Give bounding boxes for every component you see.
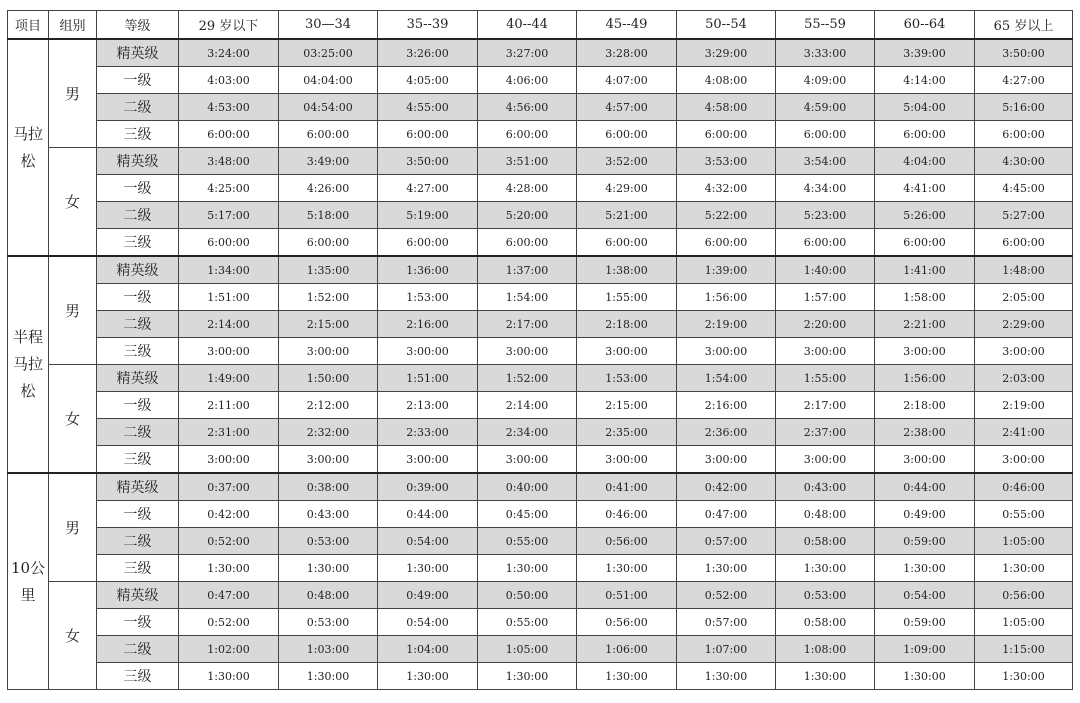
project-cell: 10公里: [8, 473, 49, 690]
time-cell: 0:43:00: [776, 473, 875, 501]
time-cell: 0:56:00: [577, 528, 677, 555]
project-cell: 半程马拉松: [8, 256, 49, 473]
time-cell: 03:25:00: [279, 39, 378, 67]
time-cell: 6:00:00: [875, 121, 975, 148]
time-cell: 5:21:00: [577, 202, 677, 229]
header-age-band: 60--64: [875, 11, 975, 40]
time-cell: 6:00:00: [776, 121, 875, 148]
time-cell: 2:41:00: [975, 419, 1073, 446]
grading-standards-table: [7, 10, 1073, 690]
time-cell: 0:48:00: [776, 501, 875, 528]
table-row: [8, 473, 1073, 501]
table-row: [8, 256, 1073, 284]
time-cell: 1:08:00: [776, 636, 875, 663]
time-cell: 1:07:00: [677, 636, 776, 663]
time-cell: 1:41:00: [875, 256, 975, 284]
time-cell: 0:39:00: [378, 473, 478, 501]
time-cell: 2:29:00: [975, 311, 1073, 338]
time-cell: 3:26:00: [378, 39, 478, 67]
time-cell: 1:30:00: [478, 663, 577, 690]
level-cell: 精英级: [97, 582, 179, 609]
time-cell: 4:26:00: [279, 175, 378, 202]
time-cell: 0:37:00: [179, 473, 279, 501]
time-cell: 2:38:00: [875, 419, 975, 446]
time-cell: 1:05:00: [478, 636, 577, 663]
header-project: 项目: [8, 11, 49, 40]
time-cell: 5:17:00: [179, 202, 279, 229]
time-cell: 1:09:00: [875, 636, 975, 663]
time-cell: 1:37:00: [478, 256, 577, 284]
time-cell: 2:31:00: [179, 419, 279, 446]
time-cell: 0:57:00: [677, 609, 776, 636]
time-cell: 4:29:00: [577, 175, 677, 202]
level-cell: 二级: [97, 94, 179, 121]
time-cell: 0:55:00: [478, 528, 577, 555]
time-cell: 1:39:00: [677, 256, 776, 284]
time-cell: 6:00:00: [677, 121, 776, 148]
header-age-band: 50--54: [677, 11, 776, 40]
time-cell: 5:16:00: [975, 94, 1073, 121]
time-cell: 2:34:00: [478, 419, 577, 446]
time-cell: 1:30:00: [776, 555, 875, 582]
time-cell: 0:53:00: [279, 528, 378, 555]
time-cell: 2:16:00: [677, 392, 776, 419]
time-cell: 0:52:00: [179, 528, 279, 555]
level-cell: 三级: [97, 229, 179, 257]
header-age-band: 30—34: [279, 11, 378, 40]
table-row: [8, 392, 1073, 419]
time-cell: 1:04:00: [378, 636, 478, 663]
time-cell: 4:55:00: [378, 94, 478, 121]
time-cell: 0:50:00: [478, 582, 577, 609]
level-cell: 三级: [97, 446, 179, 474]
level-cell: 一级: [97, 67, 179, 94]
time-cell: 5:20:00: [478, 202, 577, 229]
time-cell: 3:00:00: [875, 446, 975, 474]
time-cell: 0:44:00: [875, 473, 975, 501]
time-cell: 2:33:00: [378, 419, 478, 446]
time-cell: 4:34:00: [776, 175, 875, 202]
time-cell: 4:41:00: [875, 175, 975, 202]
time-cell: 2:17:00: [478, 311, 577, 338]
time-cell: 1:36:00: [378, 256, 478, 284]
time-cell: 1:30:00: [975, 663, 1073, 690]
section-body: [8, 39, 1073, 256]
time-cell: 0:49:00: [875, 501, 975, 528]
time-cell: 3:00:00: [478, 338, 577, 365]
time-cell: 6:00:00: [975, 121, 1073, 148]
level-cell: 精英级: [97, 365, 179, 392]
time-cell: 0:59:00: [875, 528, 975, 555]
time-cell: 0:41:00: [577, 473, 677, 501]
time-cell: 4:04:00: [875, 148, 975, 175]
time-cell: 3:00:00: [279, 446, 378, 474]
time-cell: 0:46:00: [975, 473, 1073, 501]
time-cell: 1:30:00: [179, 555, 279, 582]
table-row: [8, 365, 1073, 392]
time-cell: 0:53:00: [776, 582, 875, 609]
time-cell: 2:14:00: [179, 311, 279, 338]
time-cell: 4:25:00: [179, 175, 279, 202]
section-body: [8, 256, 1073, 473]
time-cell: 2:32:00: [279, 419, 378, 446]
time-cell: 1:30:00: [776, 663, 875, 690]
gender-cell: 女: [49, 148, 97, 257]
time-cell: 3:00:00: [179, 446, 279, 474]
time-cell: 6:00:00: [577, 121, 677, 148]
time-cell: 0:54:00: [875, 582, 975, 609]
time-cell: 2:18:00: [577, 311, 677, 338]
time-cell: 2:05:00: [975, 284, 1073, 311]
level-cell: 精英级: [97, 256, 179, 284]
time-cell: 1:53:00: [577, 365, 677, 392]
time-cell: 1:51:00: [378, 365, 478, 392]
time-cell: 0:56:00: [577, 609, 677, 636]
time-cell: 1:49:00: [179, 365, 279, 392]
table-row: [8, 202, 1073, 229]
time-cell: 0:52:00: [677, 582, 776, 609]
header-age-band: 29 岁以下: [179, 11, 279, 40]
table-row: [8, 67, 1073, 94]
time-cell: 2:19:00: [975, 392, 1073, 419]
time-cell: 3:00:00: [975, 446, 1073, 474]
time-cell: 3:00:00: [179, 338, 279, 365]
gender-cell: 男: [49, 39, 97, 148]
time-cell: 3:52:00: [577, 148, 677, 175]
time-cell: 1:30:00: [279, 555, 378, 582]
time-cell: 3:28:00: [577, 39, 677, 67]
header-age-band: 40--44: [478, 11, 577, 40]
time-cell: 4:27:00: [378, 175, 478, 202]
level-cell: 三级: [97, 555, 179, 582]
time-cell: 4:32:00: [677, 175, 776, 202]
time-cell: 2:03:00: [975, 365, 1073, 392]
time-cell: 2:17:00: [776, 392, 875, 419]
time-cell: 3:00:00: [577, 338, 677, 365]
time-cell: 0:55:00: [478, 609, 577, 636]
time-cell: 3:00:00: [677, 446, 776, 474]
time-cell: 3:50:00: [975, 39, 1073, 67]
level-cell: 二级: [97, 419, 179, 446]
time-cell: 3:00:00: [378, 446, 478, 474]
time-cell: 3:48:00: [179, 148, 279, 175]
level-cell: 一级: [97, 284, 179, 311]
time-cell: 5:18:00: [279, 202, 378, 229]
table-row: [8, 582, 1073, 609]
time-cell: 1:55:00: [776, 365, 875, 392]
time-cell: 1:35:00: [279, 256, 378, 284]
time-cell: 1:56:00: [875, 365, 975, 392]
time-cell: 3:27:00: [478, 39, 577, 67]
time-cell: 0:51:00: [577, 582, 677, 609]
table-row: [8, 148, 1073, 175]
time-cell: 2:19:00: [677, 311, 776, 338]
time-cell: 1:30:00: [875, 663, 975, 690]
time-cell: 04:54:00: [279, 94, 378, 121]
time-cell: 0:40:00: [478, 473, 577, 501]
time-cell: 6:00:00: [179, 229, 279, 257]
time-cell: 6:00:00: [478, 121, 577, 148]
time-cell: 0:57:00: [677, 528, 776, 555]
time-cell: 0:46:00: [577, 501, 677, 528]
time-cell: 1:30:00: [279, 663, 378, 690]
time-cell: 4:28:00: [478, 175, 577, 202]
time-cell: 1:40:00: [776, 256, 875, 284]
time-cell: 0:58:00: [776, 528, 875, 555]
time-cell: 3:51:00: [478, 148, 577, 175]
time-cell: 1:54:00: [677, 365, 776, 392]
time-cell: 1:55:00: [577, 284, 677, 311]
time-cell: 4:09:00: [776, 67, 875, 94]
time-cell: 3:50:00: [378, 148, 478, 175]
time-cell: 3:29:00: [677, 39, 776, 67]
time-cell: 1:15:00: [975, 636, 1073, 663]
time-cell: 6:00:00: [577, 229, 677, 257]
time-cell: 4:06:00: [478, 67, 577, 94]
time-cell: 4:07:00: [577, 67, 677, 94]
level-cell: 精英级: [97, 473, 179, 501]
time-cell: 1:30:00: [875, 555, 975, 582]
time-cell: 4:57:00: [577, 94, 677, 121]
time-cell: 1:02:00: [179, 636, 279, 663]
header-age-band: 45--49: [577, 11, 677, 40]
time-cell: 6:00:00: [279, 229, 378, 257]
time-cell: 0:43:00: [279, 501, 378, 528]
time-cell: 2:21:00: [875, 311, 975, 338]
time-cell: 2:35:00: [577, 419, 677, 446]
level-cell: 二级: [97, 528, 179, 555]
time-cell: 3:24:00: [179, 39, 279, 67]
time-cell: 3:49:00: [279, 148, 378, 175]
time-cell: 0:52:00: [179, 609, 279, 636]
time-cell: 2:37:00: [776, 419, 875, 446]
level-cell: 三级: [97, 338, 179, 365]
level-cell: 三级: [97, 663, 179, 690]
header-age-band: 35--39: [378, 11, 478, 40]
time-cell: 0:54:00: [378, 609, 478, 636]
table-row: [8, 501, 1073, 528]
time-cell: 1:05:00: [975, 609, 1073, 636]
time-cell: 3:00:00: [776, 338, 875, 365]
time-cell: 0:59:00: [875, 609, 975, 636]
time-cell: 1:54:00: [478, 284, 577, 311]
table-row: [8, 121, 1073, 148]
gender-cell: 男: [49, 256, 97, 365]
time-cell: 4:03:00: [179, 67, 279, 94]
time-cell: 1:56:00: [677, 284, 776, 311]
table-row: [8, 663, 1073, 690]
table-row: [8, 229, 1073, 257]
time-cell: 1:30:00: [677, 555, 776, 582]
time-cell: 2:20:00: [776, 311, 875, 338]
time-cell: 1:30:00: [378, 555, 478, 582]
time-cell: 3:00:00: [378, 338, 478, 365]
time-cell: 3:00:00: [677, 338, 776, 365]
time-cell: 0:38:00: [279, 473, 378, 501]
time-cell: 4:30:00: [975, 148, 1073, 175]
level-cell: 一级: [97, 392, 179, 419]
time-cell: 3:54:00: [776, 148, 875, 175]
time-cell: 5:04:00: [875, 94, 975, 121]
level-cell: 二级: [97, 311, 179, 338]
table-row: [8, 528, 1073, 555]
time-cell: 1:34:00: [179, 256, 279, 284]
table-row: [8, 39, 1073, 67]
time-cell: 0:42:00: [677, 473, 776, 501]
table-row: [8, 311, 1073, 338]
time-cell: 3:39:00: [875, 39, 975, 67]
gender-cell: 女: [49, 365, 97, 474]
table-row: [8, 555, 1073, 582]
time-cell: 6:00:00: [677, 229, 776, 257]
level-cell: 一级: [97, 501, 179, 528]
table-row: [8, 338, 1073, 365]
time-cell: 3:00:00: [975, 338, 1073, 365]
time-cell: 1:30:00: [378, 663, 478, 690]
time-cell: 4:59:00: [776, 94, 875, 121]
time-cell: 0:45:00: [478, 501, 577, 528]
time-cell: 1:06:00: [577, 636, 677, 663]
time-cell: 1:50:00: [279, 365, 378, 392]
time-cell: 4:27:00: [975, 67, 1073, 94]
time-cell: 0:49:00: [378, 582, 478, 609]
time-cell: 4:05:00: [378, 67, 478, 94]
time-cell: 4:45:00: [975, 175, 1073, 202]
gender-cell: 男: [49, 473, 97, 582]
time-cell: 1:38:00: [577, 256, 677, 284]
time-cell: 6:00:00: [179, 121, 279, 148]
time-cell: 4:56:00: [478, 94, 577, 121]
time-cell: 04:04:00: [279, 67, 378, 94]
time-cell: 5:23:00: [776, 202, 875, 229]
time-cell: 0:42:00: [179, 501, 279, 528]
time-cell: 1:58:00: [875, 284, 975, 311]
header-age-band: 65 岁以上: [975, 11, 1073, 40]
time-cell: 1:03:00: [279, 636, 378, 663]
level-cell: 二级: [97, 202, 179, 229]
time-cell: 1:52:00: [279, 284, 378, 311]
time-cell: 3:00:00: [577, 446, 677, 474]
level-cell: 二级: [97, 636, 179, 663]
time-cell: 0:58:00: [776, 609, 875, 636]
time-cell: 6:00:00: [776, 229, 875, 257]
time-cell: 1:51:00: [179, 284, 279, 311]
time-cell: 2:11:00: [179, 392, 279, 419]
time-cell: 6:00:00: [875, 229, 975, 257]
time-cell: 4:58:00: [677, 94, 776, 121]
time-cell: 4:14:00: [875, 67, 975, 94]
table-row: [8, 419, 1073, 446]
time-cell: 4:08:00: [677, 67, 776, 94]
time-cell: 2:15:00: [577, 392, 677, 419]
table-row: [8, 175, 1073, 202]
table-row: [8, 94, 1073, 121]
header-group: 组别: [49, 11, 97, 40]
time-cell: 1:30:00: [478, 555, 577, 582]
table-row: [8, 609, 1073, 636]
time-cell: 5:26:00: [875, 202, 975, 229]
header-age-band: 55--59: [776, 11, 875, 40]
section-body: [8, 473, 1073, 690]
time-cell: 4:53:00: [179, 94, 279, 121]
time-cell: 1:52:00: [478, 365, 577, 392]
time-cell: 6:00:00: [975, 229, 1073, 257]
time-cell: 3:00:00: [478, 446, 577, 474]
time-cell: 3:53:00: [677, 148, 776, 175]
time-cell: 3:00:00: [776, 446, 875, 474]
level-cell: 精英级: [97, 148, 179, 175]
time-cell: 0:56:00: [975, 582, 1073, 609]
time-cell: 0:54:00: [378, 528, 478, 555]
time-cell: 1:53:00: [378, 284, 478, 311]
time-cell: 1:05:00: [975, 528, 1073, 555]
time-cell: 1:30:00: [179, 663, 279, 690]
gender-cell: 女: [49, 582, 97, 690]
time-cell: 2:36:00: [677, 419, 776, 446]
time-cell: 1:30:00: [577, 663, 677, 690]
time-cell: 0:55:00: [975, 501, 1073, 528]
time-cell: 3:00:00: [875, 338, 975, 365]
time-cell: 5:22:00: [677, 202, 776, 229]
time-cell: 1:30:00: [677, 663, 776, 690]
table-row: [8, 446, 1073, 474]
table-row: [8, 284, 1073, 311]
time-cell: 0:47:00: [677, 501, 776, 528]
time-cell: 3:33:00: [776, 39, 875, 67]
level-cell: 一级: [97, 175, 179, 202]
time-cell: 1:48:00: [975, 256, 1073, 284]
time-cell: 6:00:00: [378, 121, 478, 148]
time-cell: 5:19:00: [378, 202, 478, 229]
time-cell: 1:30:00: [577, 555, 677, 582]
header-level: 等级: [97, 11, 179, 40]
header-row: [8, 11, 1073, 40]
time-cell: 2:15:00: [279, 311, 378, 338]
level-cell: 精英级: [97, 39, 179, 67]
time-cell: 1:57:00: [776, 284, 875, 311]
time-cell: 2:12:00: [279, 392, 378, 419]
time-cell: 3:00:00: [279, 338, 378, 365]
level-cell: 三级: [97, 121, 179, 148]
table-row: [8, 636, 1073, 663]
time-cell: 1:30:00: [975, 555, 1073, 582]
time-cell: 2:13:00: [378, 392, 478, 419]
time-cell: 2:16:00: [378, 311, 478, 338]
level-cell: 一级: [97, 609, 179, 636]
time-cell: 2:18:00: [875, 392, 975, 419]
time-cell: 2:14:00: [478, 392, 577, 419]
time-cell: 0:53:00: [279, 609, 378, 636]
time-cell: 6:00:00: [279, 121, 378, 148]
project-cell: 马拉松: [8, 39, 49, 256]
time-cell: 5:27:00: [975, 202, 1073, 229]
time-cell: 0:47:00: [179, 582, 279, 609]
time-cell: 6:00:00: [378, 229, 478, 257]
time-cell: 0:44:00: [378, 501, 478, 528]
time-cell: 6:00:00: [478, 229, 577, 257]
time-cell: 0:48:00: [279, 582, 378, 609]
